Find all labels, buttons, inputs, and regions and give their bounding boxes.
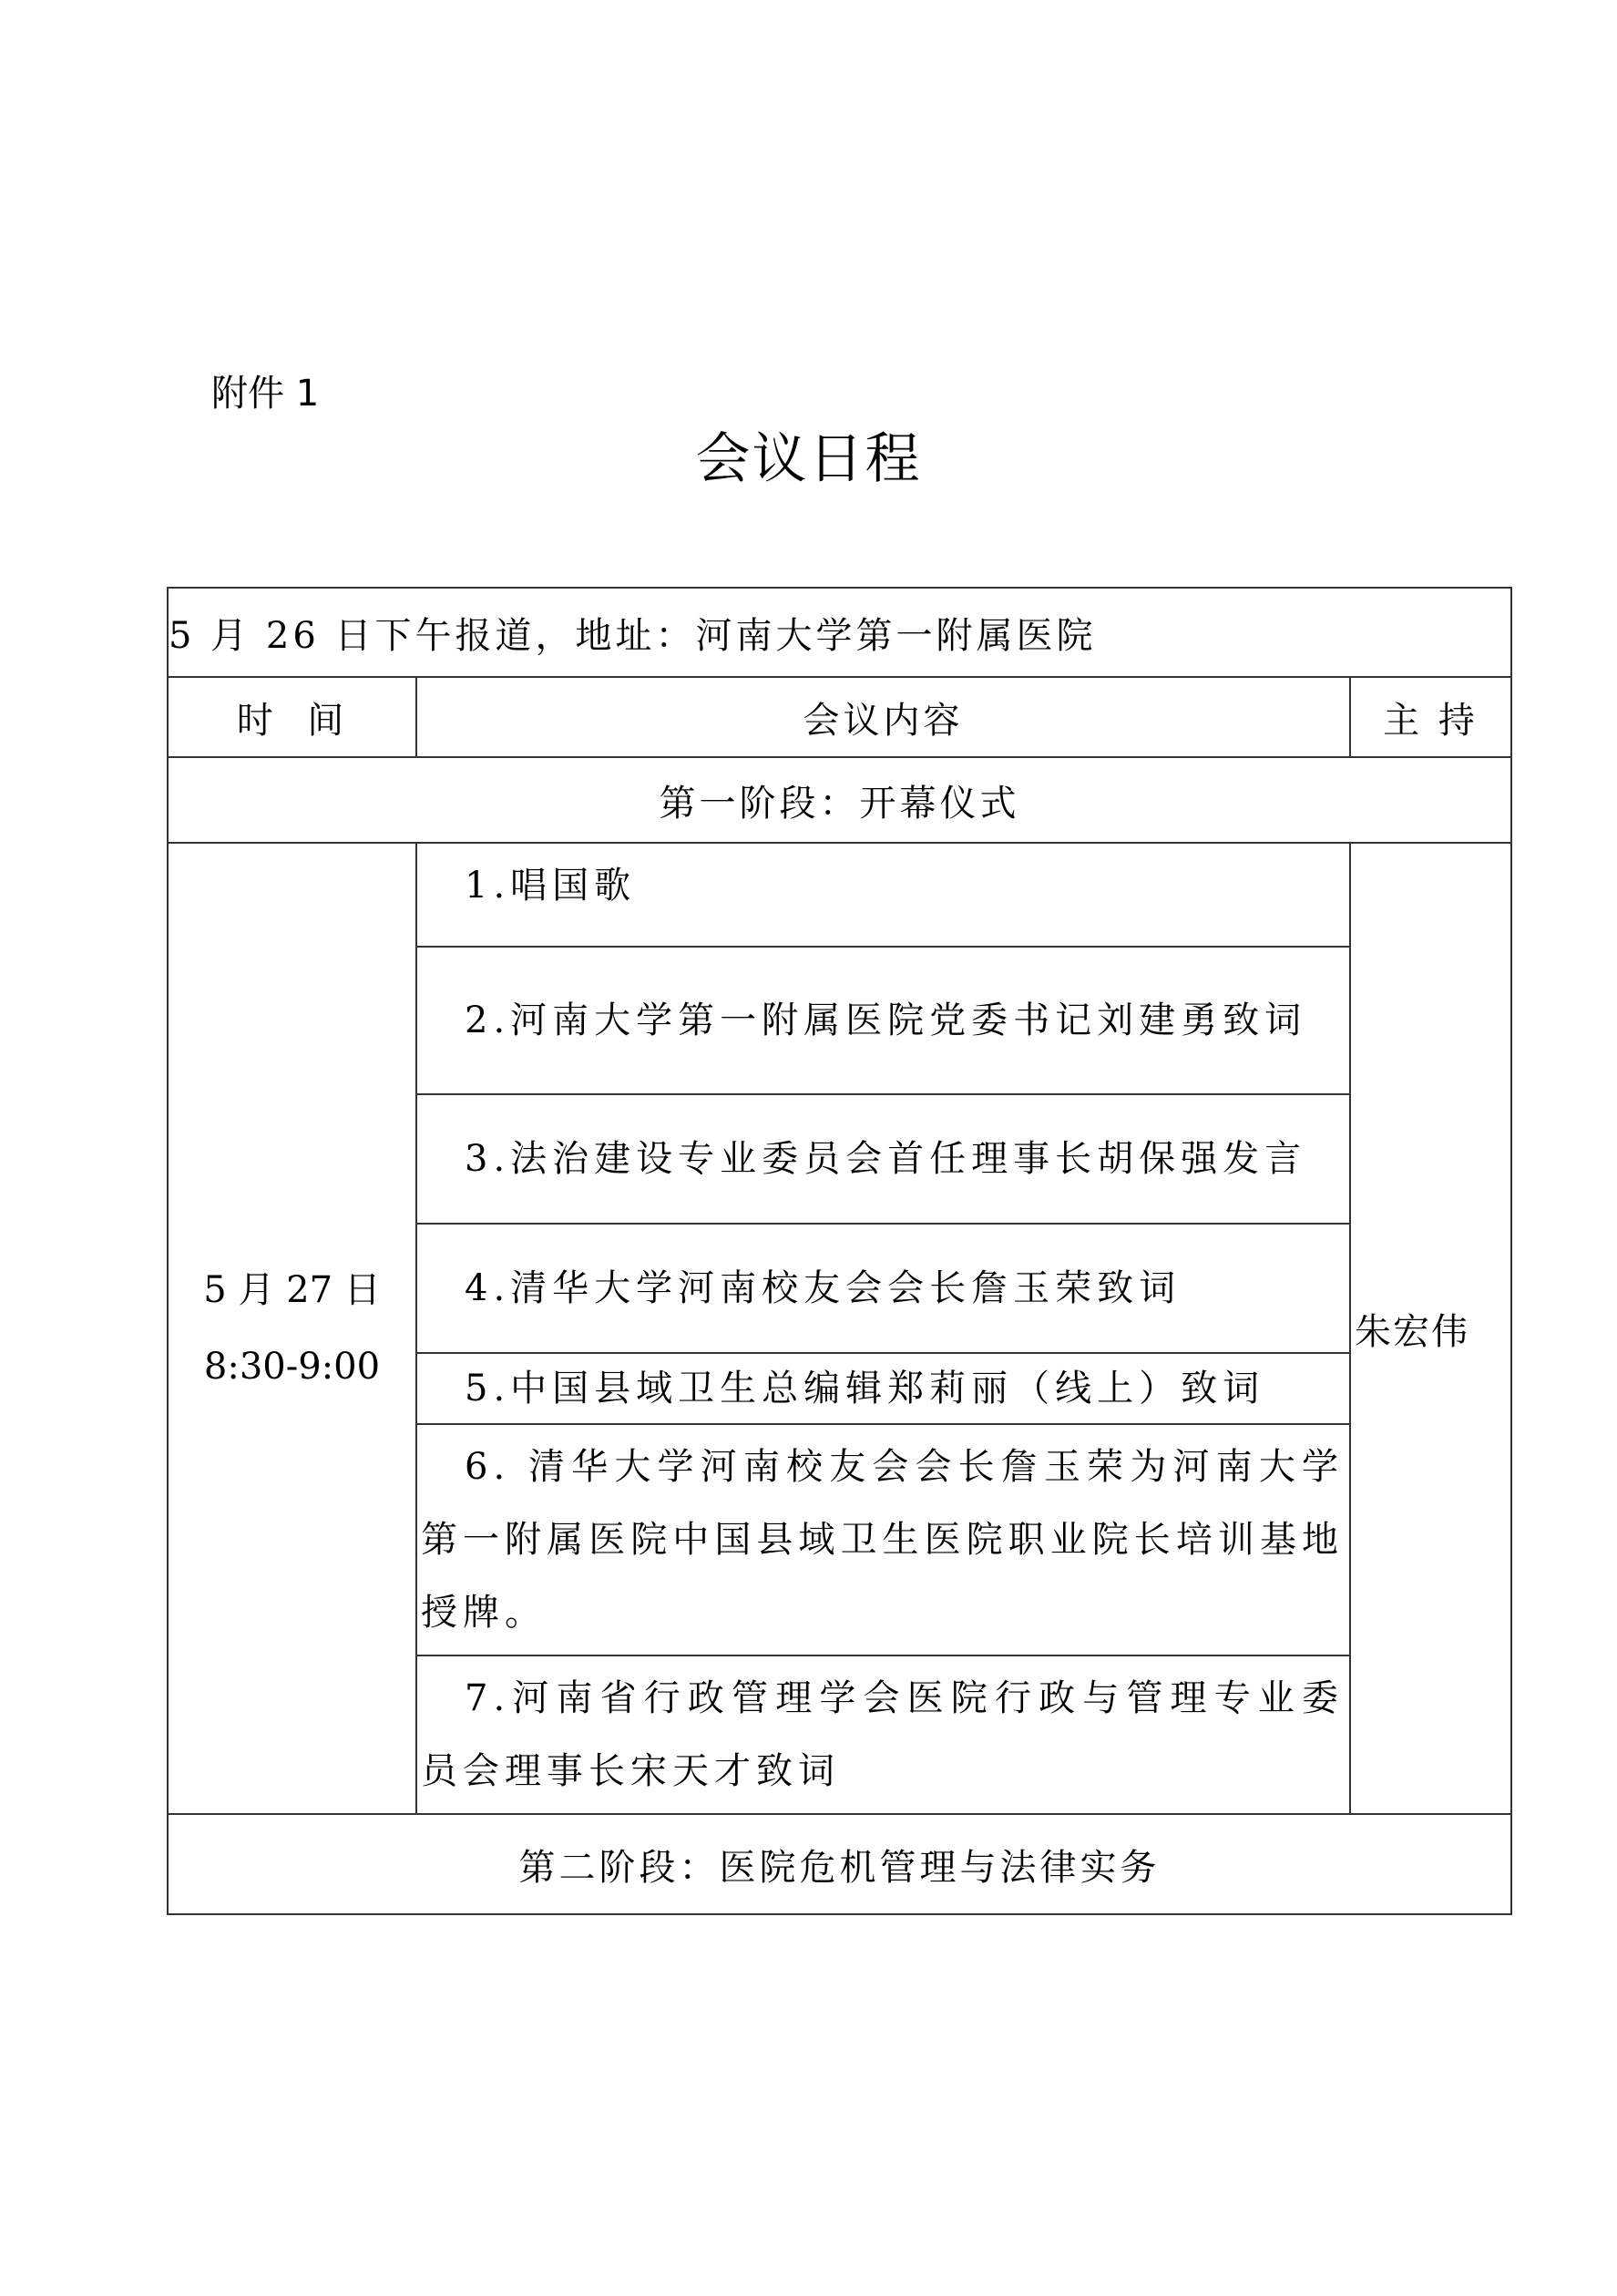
session-hours: 8:30-9:00 [203, 1346, 381, 1388]
agenda-item: 2.河南大学第一附属医院党委书记刘建勇致词 [416, 947, 1350, 1094]
report-info: 5 月 26 日下午报道，地址：河南大学第一附属医院 [168, 588, 1511, 677]
agenda-item: 1.唱国歌 [416, 843, 1350, 947]
agenda-item: 6. 清华大学河南校友会会长詹玉荣为河南大学第一附属医院中国县域卫生医院职业院长培训基地授牌。 [416, 1424, 1350, 1655]
session-date: 5 月 27 日 [203, 1269, 381, 1311]
agenda-item-row [168, 843, 1511, 947]
header-row [168, 677, 1511, 757]
phase1-label: 第一阶段：开幕仪式 [168, 757, 1511, 843]
phase2-label: 第二阶段：医院危机管理与法律实务 [168, 1814, 1511, 1914]
session-time [168, 843, 416, 1814]
agenda-table [167, 587, 1512, 1915]
report-row [168, 588, 1511, 677]
header-content: 会议内容 [416, 677, 1350, 757]
page-title: 会议日程 [695, 427, 922, 491]
phase-row [168, 1814, 1511, 1914]
host-name: 朱宏伟 [1350, 843, 1511, 1814]
agenda-item: 5.中国县域卫生总编辑郑莉丽（线上）致词 [416, 1353, 1350, 1424]
agenda-item: 4.清华大学河南校友会会长詹玉荣致词 [416, 1224, 1350, 1353]
phase-row [168, 757, 1511, 843]
agenda-item: 7.河南省行政管理学会医院行政与管理专业委员会理事长宋天才致词 [416, 1655, 1350, 1814]
attachment-label: 附件 1 [211, 373, 320, 415]
agenda-item: 3.法治建设专业委员会首任理事长胡保强发言 [416, 1094, 1350, 1224]
header-time: 时 间 [168, 677, 416, 757]
header-host: 主 持 [1350, 677, 1511, 757]
